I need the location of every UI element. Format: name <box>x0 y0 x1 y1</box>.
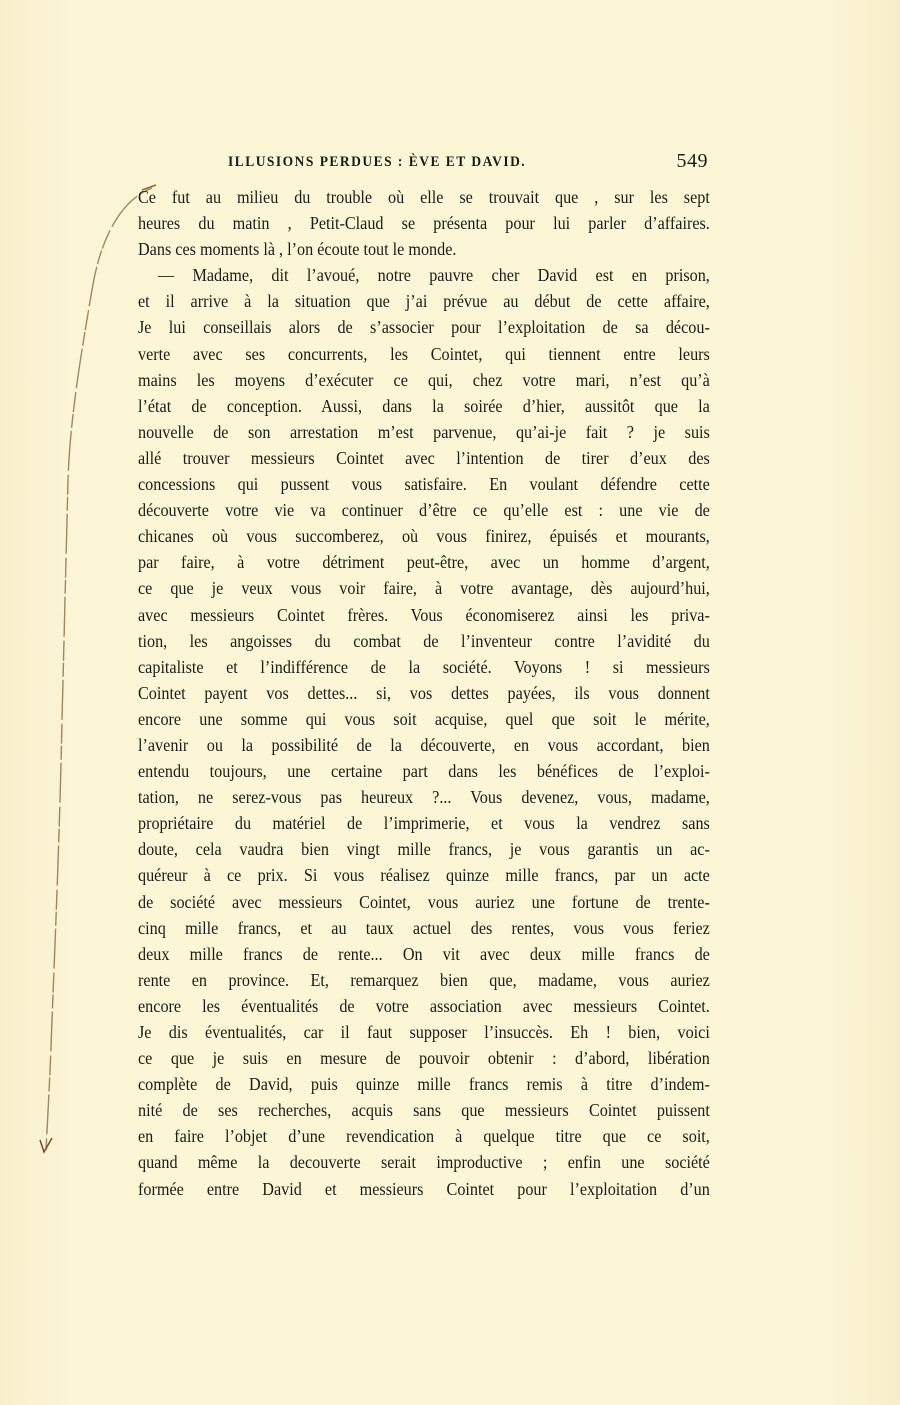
text-line <box>138 758 710 784</box>
text-line-content: cinq mille francs, et au taux actuel des rentes, vous vous feriez <box>138 917 710 938</box>
text-line-content: Je dis éventualités, car il faut supposer l’insuccès. Eh ! bien, voici <box>138 1022 710 1042</box>
text-line-content: l’état de conception. Aussi, dans la soirée d’hier, aussitôt que la <box>138 395 710 416</box>
text-line <box>138 523 710 549</box>
text-line-content: verte avec ses concurrents, les Cointet, qui tiennent entre leurs <box>138 343 710 364</box>
text-line <box>138 967 710 993</box>
text-line <box>138 445 710 471</box>
text-line-content: quéreur à ce prix. Si vous réalisez quinze mille francs, par un acte <box>138 865 710 886</box>
text-line-content: — Madame, dit l’avoué, notre pauvre cher David est en prison, <box>158 265 710 286</box>
text-line <box>138 1149 710 1175</box>
text-line <box>138 706 710 732</box>
text-line <box>138 602 710 628</box>
text-line-content: heures du matin , Petit-Claud se présenta pour lui parler d’affaires. <box>138 213 710 234</box>
text-line-content: par faire, à votre détriment peut-être, avec un homme d’argent, <box>138 552 710 573</box>
text-line <box>138 836 710 862</box>
text-line <box>138 575 710 601</box>
text-line-content: et il arrive à la situation que j’ai prévue au début de cette affaire, <box>138 291 710 312</box>
text-line-content: avec messieurs Cointet frères. Vous économiserez ainsi les priva- <box>138 604 710 625</box>
text-line <box>138 341 710 367</box>
text-line <box>138 1097 710 1123</box>
text-line-content: propriétaire du matériel de l’imprimerie, et vous la vendrez sans <box>138 813 710 834</box>
text-line <box>138 628 710 654</box>
text-line <box>138 1176 710 1202</box>
text-line <box>138 471 710 497</box>
text-line-content: Cointet payent vos dettes... si, vos dettes payées, ils vous donnent <box>138 682 710 703</box>
text-line <box>138 654 710 680</box>
text-line <box>138 784 710 810</box>
text-line-content: Ce fut au milieu du trouble où elle se trouvait que , sur les sept <box>138 187 710 207</box>
text-line <box>138 1123 710 1149</box>
text-line <box>138 1071 710 1097</box>
text-line <box>138 862 710 888</box>
text-line <box>138 993 710 1019</box>
text-line-content: Dans ces moments là , l’on écoute tout le monde. <box>138 239 457 260</box>
text-line <box>138 393 710 419</box>
text-line-content: l’avenir ou la possibilité de la découverte, en vous accordant, bien <box>138 734 710 755</box>
text-line <box>138 810 710 836</box>
text-line-content: nité de ses recherches, acquis sans que messieurs Cointet puissent <box>138 1100 710 1121</box>
text-line-content: quand même la decouverte serait improductive ; enfin une société <box>138 1152 710 1173</box>
running-title: ILLUSIONS PERDUES : ÈVE ET DAVID. <box>228 154 527 170</box>
text-line <box>138 680 710 706</box>
text-line <box>138 288 710 314</box>
text-line <box>138 915 710 941</box>
text-line-content: en faire l’objet d’une revendication à quelque titre que ce soit, <box>138 1126 710 1147</box>
text-line-content: tion, les angoisses du combat de l’inventeur contre l’avidité du <box>138 630 710 651</box>
body-text <box>138 184 710 1202</box>
text-line-content: Je lui conseillais alors de s’associer pour l’exploitation de sa décou- <box>138 317 710 338</box>
page-number: 549 <box>676 150 708 172</box>
text-line-content: encore les éventualités de votre association avec messieurs Cointet. <box>138 995 710 1016</box>
text-line <box>138 941 710 967</box>
text-line <box>138 732 710 758</box>
text-line-content: complète de David, puis quinze mille francs remis à titre d’indem- <box>138 1074 710 1095</box>
text-line <box>138 367 710 393</box>
text-line-content: doute, cela vaudra bien vingt mille francs, je vous garantis un ac- <box>138 839 710 860</box>
text-line-content: encore une somme qui vous soit acquise, quel que soit le mérite, <box>138 708 710 729</box>
text-line <box>138 262 710 288</box>
text-line-content: ce que je veux vous voir faire, à votre avantage, dès aujourd’hui, <box>138 578 710 599</box>
text-line <box>138 889 710 915</box>
text-line-content: deux mille francs de rente... On vit avec deux mille francs de <box>138 943 710 964</box>
text-line-content: mains les moyens d’exécuter ce qui, chez votre mari, n’est qu’à <box>138 369 710 390</box>
text-line-content: découverte votre vie va continuer d’être ce qu’elle est : une vie de <box>138 500 710 521</box>
text-line-content: nouvelle de son arrestation m’est parvenue, qu’ai-je fait ? je suis <box>138 421 710 442</box>
text-line <box>138 314 710 340</box>
text-line <box>138 1045 710 1071</box>
text-line-content: rente en province. Et, remarquez bien que, madame, vous auriez <box>138 969 710 990</box>
text-line <box>138 1019 710 1045</box>
text-line-content: allé trouver messieurs Cointet avec l’intention de tirer d’eux des <box>138 447 710 468</box>
running-header <box>228 150 708 176</box>
text-line-content: ce que je suis en mesure de pouvoir obtenir : d’abord, libération <box>138 1048 710 1069</box>
text-line <box>138 419 710 445</box>
text-line-content: chicanes où vous succomberez, où vous finirez, épuisés et mourants, <box>138 526 710 547</box>
text-line-content: concessions qui pussent vous satisfaire. En voulant défendre cette <box>138 474 710 495</box>
text-line <box>138 497 710 523</box>
text-line-content: formée entre David et messieurs Cointet pour l’exploitation d’un <box>138 1178 710 1199</box>
text-line <box>138 549 710 575</box>
text-line <box>138 184 710 210</box>
text-line <box>138 210 710 236</box>
text-line-content: de société avec messieurs Cointet, vous auriez une fortune de trente- <box>138 891 710 912</box>
text-line <box>138 236 710 262</box>
text-line-content: capitaliste et l’indifférence de la société. Voyons ! si messieurs <box>138 656 710 677</box>
text-line-content: tation, ne serez-vous pas heureux ?... Vous devenez, vous, madame, <box>138 787 710 808</box>
text-line-content: entendu toujours, une certaine part dans les bénéfices de l’exploi- <box>138 761 710 782</box>
